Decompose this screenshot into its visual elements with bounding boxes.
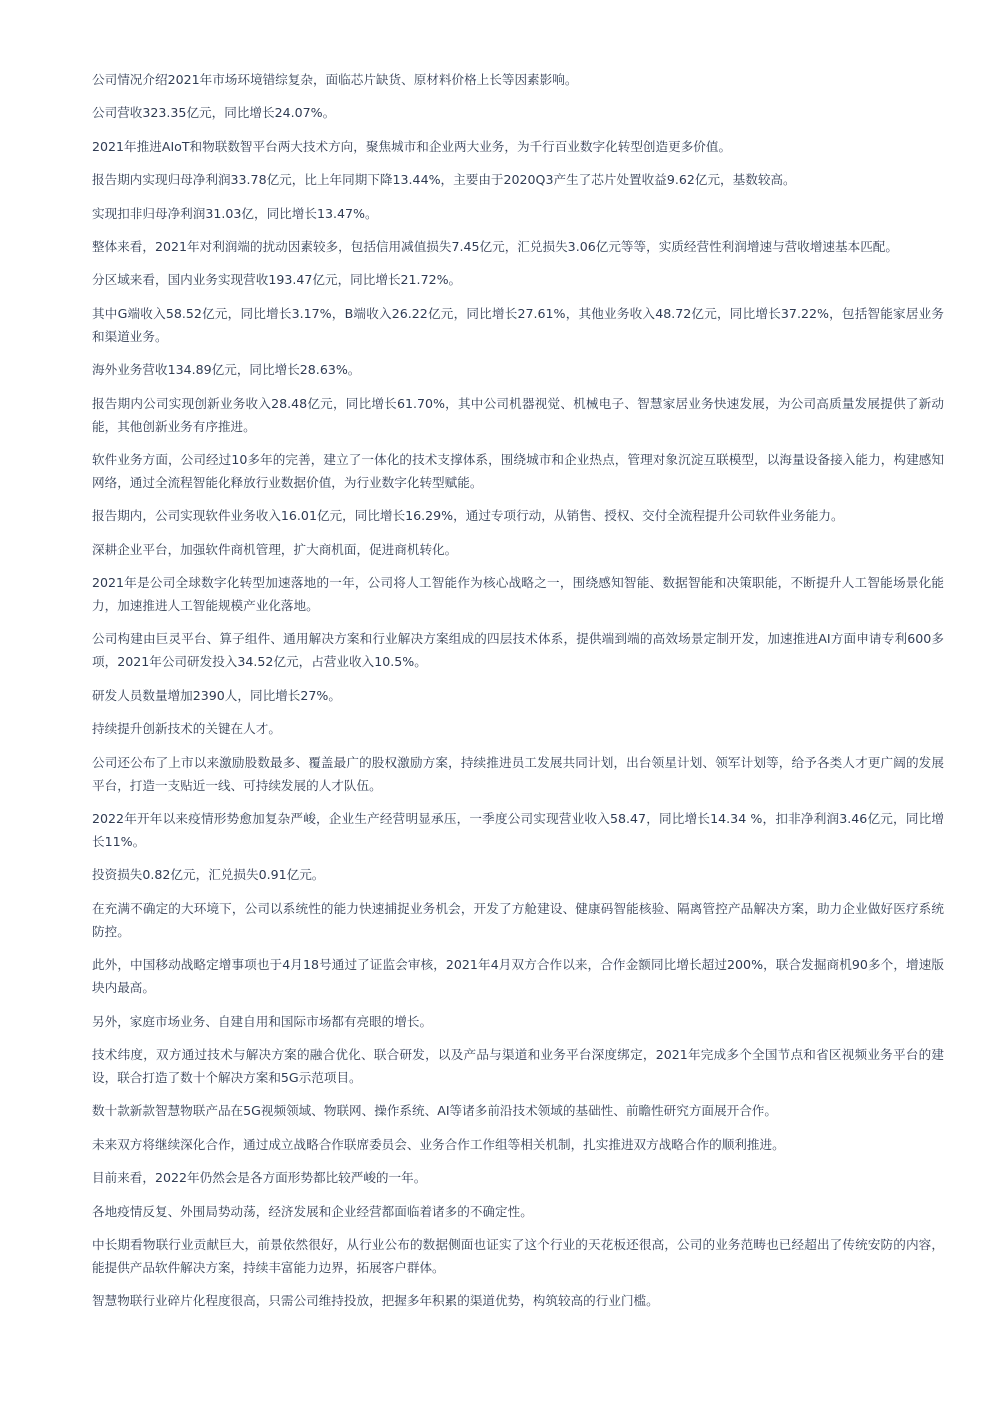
paragraph: 此外，中国移动战略定增事项也于4月18号通过了证监会审核，2021年4月双方合作以来，合作金额同比增长超过200%，联合发掘商机90多个，增速版块内最高。 bbox=[92, 957, 944, 996]
paragraph: 另外，家庭市场业务、自建自用和国际市场都有亮眼的增长。 bbox=[92, 1013, 433, 1029]
paragraph: 在充满不确定的大环境下，公司以系统性的能力快速捕捉业务机会，开发了方舱建设、健康码智能核验、隔离管控产品解决方案，助力企业做好医疗系统防控。 bbox=[92, 900, 944, 939]
paragraph: 未来双方将继续深化合作，通过成立战略合作联席委员会、业务合作工作组等相关机制，扎实推进双方战略合作的顺利推进。 bbox=[92, 1136, 785, 1152]
paragraph: 目前来看，2022年仍然会是各方面形势都比较严峻的一年。 bbox=[92, 1170, 427, 1186]
paragraph: 2021年是公司全球数字化转型加速落地的一年，公司将人工智能作为核心战略之一，围绕感知智能、数据智能和决策职能，不断提升人工智能场景化能力，加速推进人工智能规模产业化落地。 bbox=[92, 575, 944, 614]
paragraph: 持续提升创新技术的关键在人才。 bbox=[92, 721, 281, 737]
paragraph: 智慧物联行业碎片化程度很高，只需公司维持投放，把握多年积累的渠道优势，构筑较高的行业门槛。 bbox=[92, 1293, 659, 1309]
paragraph: 数十款新款智慧物联产品在5G视频领域、物联网、操作系统、AI等诸多前沿技术领域的基础性、前瞻性研究方面展开合作。 bbox=[92, 1103, 777, 1119]
paragraph: 报告期内实现归母净利润33.78亿元，比上年同期下降13.44%，主要由于2020Q3产生了芯片处置收益9.62亿元，基数较高。 bbox=[92, 172, 796, 188]
paragraph: 研发人员数量增加2390人，同比增长27%。 bbox=[92, 687, 341, 703]
paragraph: 公司还公布了上市以来激励股数最多、覆盖最广的股权激励方案，持续推进员工发展共同计划，出台领星计划、领军计划等，给予各类人才更广阔的发展平台，打造一支贴近一线、可持续发展的人才队伍。 bbox=[92, 754, 944, 793]
paragraph: 投资损失0.82亿元，汇兑损失0.91亿元。 bbox=[92, 867, 325, 883]
paragraph: 各地疫情反复、外围局势动荡，经济发展和企业经营都面临着诸多的不确定性。 bbox=[92, 1203, 533, 1219]
paragraph: 整体来看，2021年对利润端的扰动因素较多，包括信用减值损失7.45亿元，汇兑损失3.06亿元等等，实质经营性利润增速与营收增速基本匹配。 bbox=[92, 238, 898, 254]
paragraph: 深耕企业平台，加强软件商机管理，扩大商机面，促进商机转化。 bbox=[92, 541, 458, 557]
paragraph: 技术纬度，双方通过技术与解决方案的融合优化、联合研发，以及产品与渠道和业务平台深度绑定，2021年完成多个全国节点和省区视频业务平台的建设，联合打造了数十个解决方案和5G示范项目。 bbox=[92, 1046, 944, 1085]
paragraph: 分区域来看，国内业务实现营收193.47亿元，同比增长21.72%。 bbox=[92, 272, 462, 288]
paragraph: 公司构建由巨灵平台、算子组件、通用解决方案和行业解决方案组成的四层技术体系，提供端到端的高效场景定制开发，加速推进AI方面申请专利600多项，2021年公司研发投入34.52亿元，占营业收入10.5%。 bbox=[92, 631, 944, 670]
paragraph: 报告期内公司实现创新业务收入28.48亿元，同比增长61.70%，其中公司机器视觉、机械电子、智慧家居业务快速发展，为公司高质量发展提供了新动能，其他创新业务有序推进。 bbox=[92, 395, 944, 434]
paragraph: 其中G端收入58.52亿元，同比增长3.17%，B端收入26.22亿元，同比增长27.61%，其他业务收入48.72亿元，同比增长37.22%，包括智能家居业务和渠道业务。 bbox=[92, 305, 944, 344]
paragraph: 报告期内，公司实现软件业务收入16.01亿元，同比增长16.29%，通过专项行动，从销售、授权、交付全流程提升公司软件业务能力。 bbox=[92, 508, 844, 524]
paragraph: 公司情况介绍2021年市场环境错综复杂，面临芯片缺货、原材料价格上长等因素影响。 bbox=[92, 72, 578, 87]
paragraph: 2021年推进AIoT和物联数智平台两大技术方向，聚焦城市和企业两大业务，为千行百业数字化转型创造更多价值。 bbox=[92, 138, 732, 154]
paragraph: 中长期看物联行业贡献巨大，前景依然很好，从行业公布的数据侧面也证实了这个行业的天花板还很高，公司的业务范畴也已经超出了传统安防的内容，能提供产品软件解决方案，持续丰富能力边界，拓展客户群体。 bbox=[92, 1236, 944, 1275]
paragraph: 2022年开年以来疫情形势愈加复杂严峻，企业生产经营明显承压，一季度公司实现营业收入58.47，同比增长14.34 %，扣非净利润3.46亿元，同比增长11%。 bbox=[92, 811, 944, 850]
paragraph: 软件业务方面，公司经过10多年的完善，建立了一体化的技术支撑体系，围绕城市和企业热点，管理对象沉淀互联模型，以海量设备接入能力，构建感知网络，通过全流程智能化释放行业数据价值，为行业数字化转型赋能。 bbox=[92, 451, 944, 490]
document-body bbox=[92, 68, 944, 1323]
paragraph: 公司营收323.35亿元，同比增长24.07%。 bbox=[92, 105, 336, 121]
paragraph: 实现扣非归母净利润31.03亿，同比增长13.47%。 bbox=[92, 205, 378, 221]
paragraph: 海外业务营收134.89亿元，同比增长28.63%。 bbox=[92, 362, 361, 378]
